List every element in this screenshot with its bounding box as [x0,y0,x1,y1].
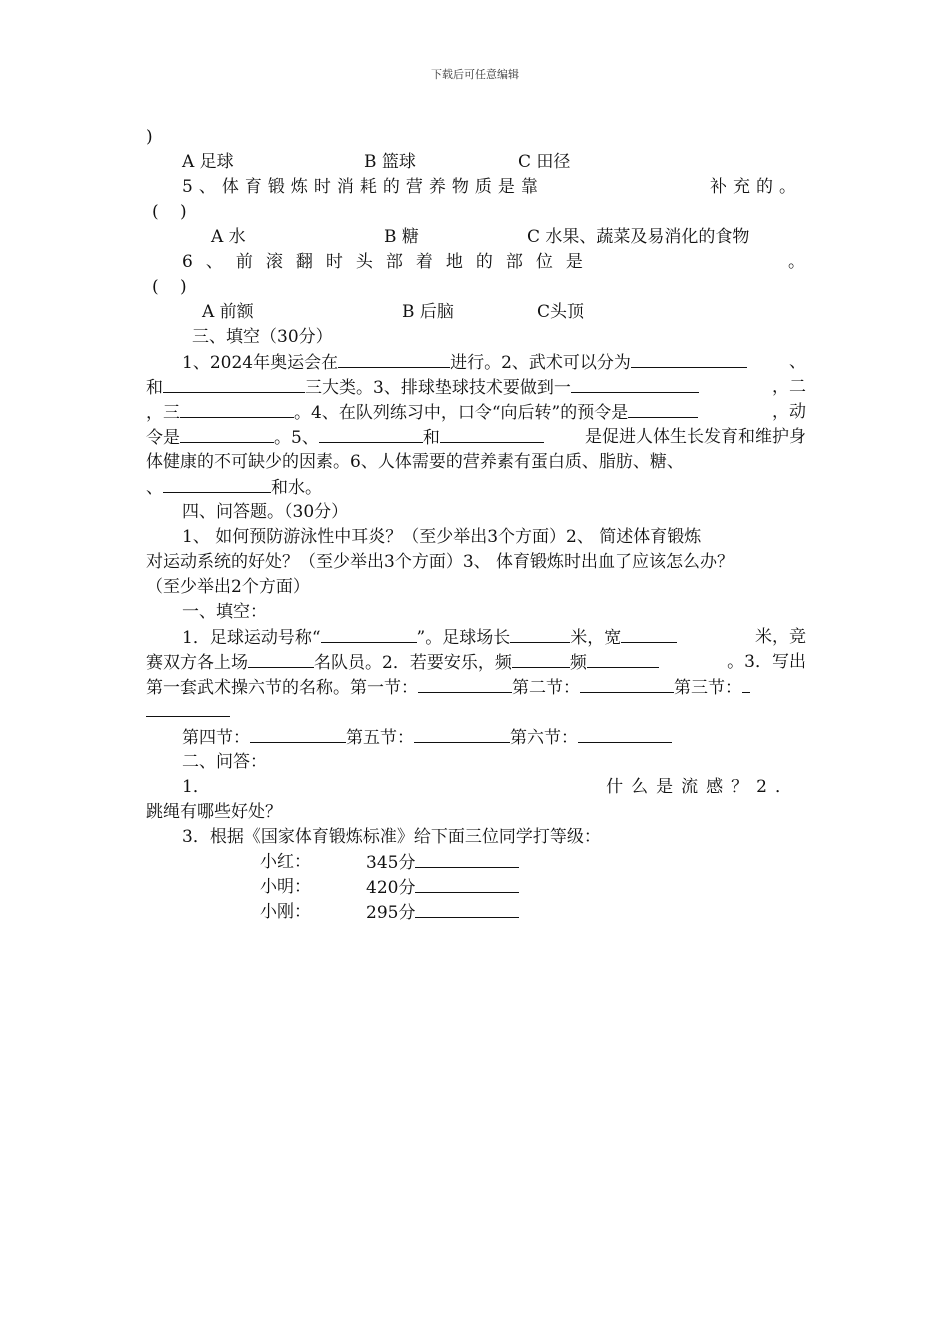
part1-l5b: 第五节： [346,728,414,748]
blank-section-4[interactable] [250,726,346,743]
q4-option-b: B 篮球 [364,152,416,172]
sec3-line-1 [182,351,806,374]
student-score: 420分 [366,878,416,898]
blank-section-2[interactable] [580,676,674,693]
sec3-l2a: 和 [146,378,163,398]
blank-executive-command[interactable] [180,426,274,443]
part1-l3c: 第三节： [674,678,742,698]
part-1-title: 一、填空： [182,602,267,622]
blank-section-1[interactable] [418,676,512,693]
student-score: 345分 [366,853,416,873]
sec3-l3a: ，三 [146,403,180,423]
sec4-l2: 对运动系统的好处？（至少举出3个方面）3、 体育锻炼时出血了应该怎么办？ [146,552,735,572]
q4-option-c: C 田径 [518,152,571,172]
sec3-line-6 [146,476,322,499]
part1-line-4 [146,700,230,723]
q5-option-a: A 水 [211,227,246,247]
part1-l5a: 第四节： [182,728,250,748]
sec4-l3: （至少举出2个方面） [146,577,310,597]
q5-option-c: C 水果、蔬菜及易消化的食物 [527,227,750,247]
q4-tail: ) [146,127,153,147]
sec3-l6a: 、 [146,478,163,498]
sec3-l1b: 进行。2、武术可以分为 [450,353,631,373]
student-row [260,901,416,923]
part1-line-1 [182,626,806,649]
sec3-l6b: 和水。 [271,478,322,498]
blank-players[interactable] [248,651,314,668]
student-score: 295分 [366,903,416,923]
part1-l5c: 第六节： [510,728,578,748]
q6-option-a: A 前额 [202,302,254,322]
sec3-l1a: 1、2024年奥运会在 [182,353,339,373]
blank-growth-factor-2[interactable] [440,426,544,443]
q6-option-c: C头顶 [537,302,585,322]
sec3-l4c: 和 [422,428,440,448]
part1-l1d: 米，竞 [755,627,806,647]
student-name: 小刚： [260,902,311,922]
part2-l2: 跳绳有哪些好处？ [146,802,282,822]
sec3-line-2 [146,376,806,399]
q5-paren: ( ) [152,202,195,222]
blank-grade[interactable] [415,851,519,868]
student-row [260,851,416,873]
part1-l3a: 第一套武术操六节的名称。第一节： [146,678,418,698]
part-2-title: 二、问答： [182,752,267,772]
blank-football-nickname[interactable] [321,626,417,643]
student-name: 小明： [260,877,311,897]
sec4-l1: 1、 如何预防游泳性中耳炎？（至少举出3个方面）2、 简述体育锻炼 [182,527,702,547]
part1-l1c: 米，宽 [570,628,622,648]
blank-field-length[interactable] [510,626,570,643]
part1-l2c: 频 [569,653,587,673]
blank-saying-2[interactable] [587,651,659,668]
q6-tail: 。 [788,252,805,272]
sec3-l1c: 、 [789,352,806,372]
q5-tail: 补充的。 [710,177,802,197]
sec3-l4a: 令是 [146,428,180,448]
q6-paren: ( ) [152,277,195,297]
sec3-line-3 [146,401,806,424]
blank-growth-factor-1[interactable] [319,426,423,443]
blank-grade[interactable] [415,876,519,893]
blank-section-3[interactable] [146,700,230,717]
part1-l1a: 1．足球运动号称“ [182,628,321,648]
sec3-l3c: ，动 [772,402,806,422]
section-3-title: 三、填空（30分） [192,327,333,347]
sec3-l4b: 。5、 [274,428,319,448]
part2-l1b: 什么是流感？2． [606,777,800,797]
part1-l2d: 。3．写出 [727,652,806,672]
q6-option-b: B 后脑 [402,302,454,322]
part1-l3b: 第二节： [512,678,580,698]
page-header: 下载后可任意编辑 [431,68,519,81]
blank-section-5[interactable] [414,726,510,743]
blank-field-width[interactable] [621,626,677,643]
part1-l2b: 名队员。2．若要安乐，频 [314,653,512,673]
part2-l1a: 1． [182,777,210,797]
q5-text: 5、体育锻炼时消耗的营养物质是靠 [182,177,544,197]
part1-l2a: 赛双方各上场 [146,653,248,673]
blank-wushu-type-1[interactable] [631,351,747,368]
part2-line-1 [182,776,800,798]
student-row [260,876,416,898]
blank-volleyball-1[interactable] [571,376,699,393]
blank-volleyball-3[interactable] [180,401,294,418]
student-name: 小红： [260,852,311,872]
blank-nutrient[interactable] [163,476,271,493]
blank-wushu-type-2[interactable] [163,376,305,393]
q5-option-b: B 糖 [384,227,419,247]
q6-text: 6、前滚翻时头部着地的部位是 [182,252,596,272]
blank-preparatory-command[interactable] [628,401,698,418]
blank-section-3-start[interactable] [742,676,750,693]
section-4-title: 四、问答题。（30分） [182,502,349,522]
part1-l1b: ”。足球场长 [416,628,511,648]
blank-grade[interactable] [415,901,519,918]
blank-olympics-city[interactable] [338,351,450,368]
sec3-line-4 [146,426,806,449]
q4-option-a: A 足球 [182,152,234,172]
blank-saying-1[interactable] [512,651,570,668]
sec3-l2c: ，二 [772,377,806,397]
part1-line-2 [146,651,806,674]
sec3-l4d: 是促进人体生长发育和维护身 [585,427,806,447]
part1-line-5 [182,726,672,749]
part1-line-3 [146,676,750,699]
sec3-l2b: 三大类。3、排球垫球技术要做到一 [305,378,571,398]
sec3-l3b: 。4、在队列练习中，口令“向后转”的预令是 [294,403,629,423]
part2-l3: 3．根据《国家体育锻炼标准》给下面三位同学打等级： [182,827,601,847]
sec3-l5: 体健康的不可缺少的因素。6、人体需要的营养素有蛋白质、脂肪、糖、 [146,452,684,472]
blank-section-6[interactable] [578,726,672,743]
